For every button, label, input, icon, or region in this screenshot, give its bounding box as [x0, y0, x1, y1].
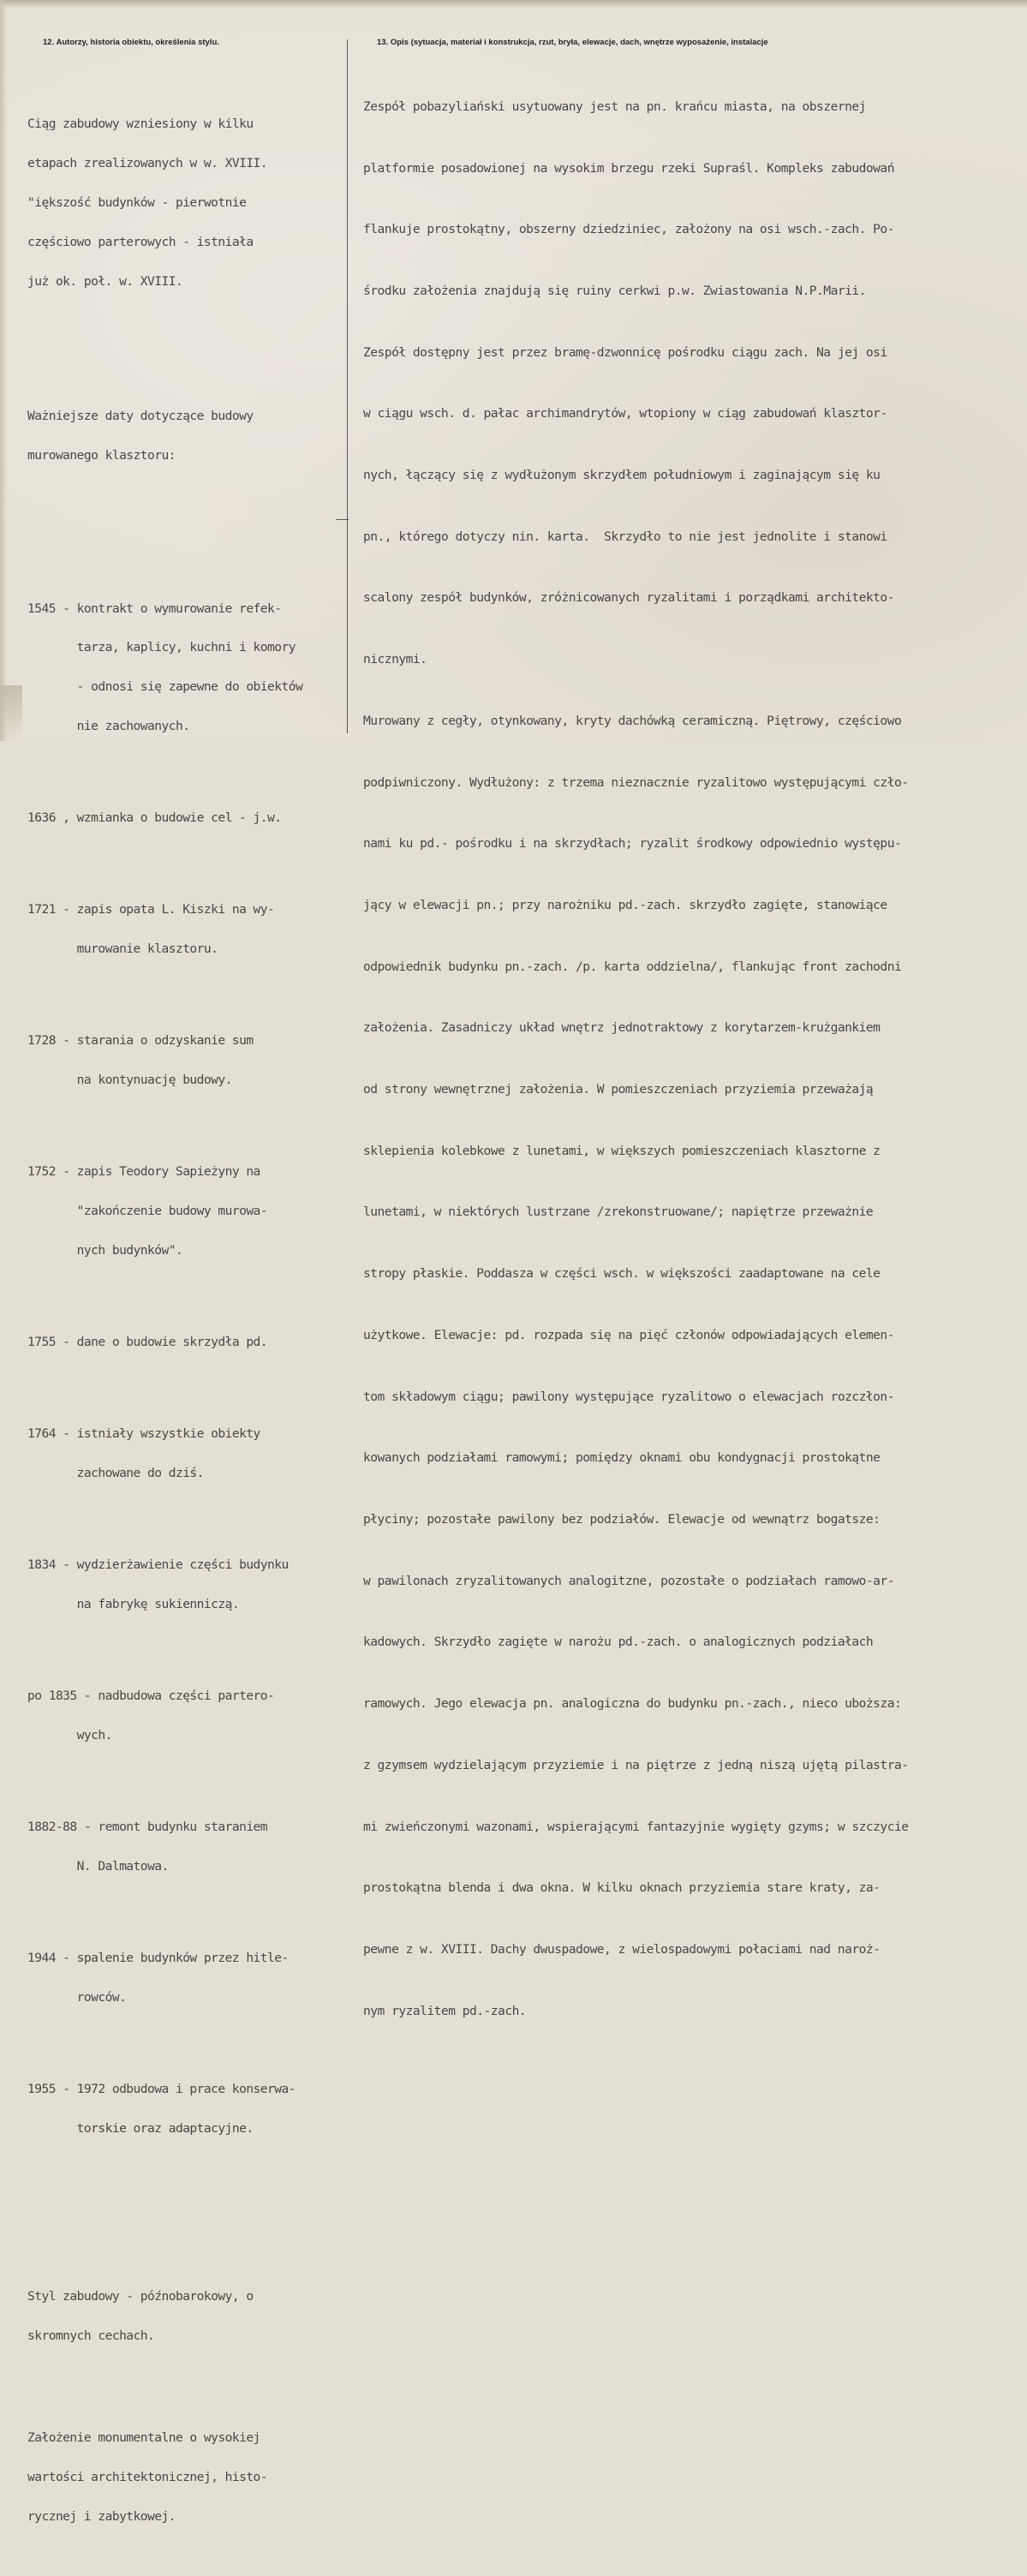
- text-line: nami ku pd.- pośrodku i na skrzydłach; ryzalit środkowy odpowiednio występu-: [363, 836, 902, 852]
- text-line: "zakończenie budowy murowa-: [27, 1204, 268, 1219]
- text-line: podpiwniczony. Wydłużony: z trzema nieznacznie ryzalitowo występującymi czło-: [363, 774, 909, 790]
- date-entry: [27, 1310, 302, 1375]
- text-line: 1752 - zapis Teodory Sapieżyny na: [27, 1164, 260, 1180]
- text-line: Styl zabudowy - późnobarokowy, o: [27, 2289, 254, 2304]
- text-line: Murowany z cegły, otynkowany, kryty dachówką ceramiczną. Piętrowy, częściowo: [363, 713, 902, 728]
- text-line: 1955 - 1972 odbudowa i prace konserwa-: [27, 2082, 296, 2097]
- section-13-header: 13. Opis (sytuacja, materiał i konstrukcja, rzut, bryła, elewacje, dach, wnętrze wyposażenie, instalacje: [377, 38, 768, 47]
- text-line: Zespół dostępny jest przez bramę-dzwonnicę pośrodku ciągu zach. Na jej osi: [363, 344, 887, 360]
- text-line: płyciny; pozostałe pawilony bez podziałów. Elewacje od wewnątrz bogatsze:: [363, 1511, 881, 1527]
- date-entry: [27, 1795, 302, 1899]
- date-entry: [27, 1402, 302, 1506]
- text-line: Ciąg zabudowy wzniesiony w kilku: [27, 117, 254, 132]
- text-line: z gzymsem wydzielającym przyziemie i na piętrze z jedną niszą ujętą pilastra-: [363, 1757, 909, 1772]
- text-line: użytkowe. Elewacje: pd. rozpada się na pięć członów odpowiadających elemen-: [363, 1327, 894, 1342]
- text-line: pn., którego dotyczy nin. karta. Skrzydło to nie jest jednolite i stanowi: [363, 529, 887, 544]
- text-line: flankuje prostokątny, obszerny dziedziniec, założony na osi wsch.-zach. Po-: [363, 222, 894, 237]
- text-line: mi zwieńczonymi wazonami, wspierającymi fantazyjnie wygięty gzyms; w szczycie: [363, 1819, 909, 1834]
- text-line: zachowane do dziś.: [27, 1466, 204, 1481]
- text-line: nych budynków".: [27, 1243, 183, 1258]
- text-line: 1545 - kontrakt o wymurowanie refek-: [27, 601, 282, 616]
- text-line: częściowo parterowych - istniała: [27, 234, 254, 249]
- description-column: [363, 56, 909, 2062]
- column-divider: [347, 39, 348, 733]
- text-line: 1636 , wzmianka o budowie cel - j.w.: [27, 810, 282, 826]
- text-line: platformie posadowionej na wysokim brzegu rzeki Supraśl. Kompleks zabudowań: [363, 160, 894, 176]
- text-line: w pawilonach zryzalitowanych analogitzne, pozostałe o podziałach ramowo-ar-: [363, 1573, 894, 1588]
- text-line: Zespół pobazyliański usytuowany jest na pn. krańcu miasta, na obszernej: [363, 99, 866, 114]
- text-line: lunetami, w niektórych lustrzane /zrekonstruowane/; napiętrze przeważnie: [363, 1204, 874, 1220]
- date-entry: [27, 576, 302, 759]
- text-line: torskie oraz adaptacyjne.: [27, 2121, 254, 2137]
- text-line: 1834 - wydzierżawienie części budynku: [27, 1557, 289, 1573]
- text-line: pewne z w. XVIII. Dachy dwuspadowe, z wielospadowymi połaciami nad naroż-: [363, 1941, 881, 1957]
- text-line: wartości architektonicznej, histo-: [27, 2470, 268, 2485]
- text-line: Założenie monumentalne o wysokiej: [27, 2430, 260, 2446]
- text-line: już ok. poł. w. XVIII.: [27, 273, 183, 289]
- text-line: 1721 - zapis opata L. Kiszki na wy-: [27, 902, 275, 917]
- style-paragraph: [27, 2264, 302, 2369]
- dates-heading: [27, 384, 302, 488]
- text-line: nych, łączący się z wydłużonym skrzydłem południowym i zaginającym się ku: [363, 468, 881, 483]
- text-line: skromnych cechach.: [27, 2328, 155, 2344]
- text-line: wych.: [27, 1728, 112, 1743]
- text-line: po 1835 - nadbudowa części partero-: [27, 1688, 275, 1704]
- date-entry: [27, 2057, 302, 2161]
- date-entry: [27, 786, 302, 851]
- text-line: nie zachowanych.: [27, 719, 190, 734]
- text-line: rowców.: [27, 1990, 127, 2005]
- date-entry: [27, 877, 302, 982]
- text-line: etapach zrealizowanych w w. XVIII.: [27, 156, 268, 171]
- text-line: kadowych. Skrzydło zagięte w narożu pd.-zach. o analogicznych podziałach: [363, 1635, 874, 1650]
- text-line: murowanie klasztoru.: [27, 941, 218, 957]
- date-entry: [27, 1926, 302, 2030]
- text-line: - odnosi się zapewne do obiektów: [27, 679, 303, 695]
- text-line: 1764 - istniały wszystkie obiekty: [27, 1426, 260, 1442]
- text-line: od strony wewnętrznej założenia. W pomieszczeniach przyziemia przeważają: [363, 1082, 874, 1097]
- text-line: kowanych podziałami ramowymi; pomiędzy oknami obu kondygnacji prostokątne: [363, 1450, 881, 1466]
- history-column: [27, 65, 302, 2576]
- text-line: rycznej i zabytkowej.: [27, 2509, 176, 2525]
- text-line: 1755 - dane o budowie skrzydła pd.: [27, 1335, 268, 1350]
- page-edge-shadow: [0, 0, 1027, 9]
- section-12-header: 12. Autorzy, historia obiektu, określenia stylu.: [43, 38, 219, 47]
- value-paragraph: [27, 2406, 302, 2549]
- text-line: 1944 - spalenie budynków przez hitle-: [27, 1951, 289, 1966]
- intro-paragraph: [27, 92, 302, 314]
- text-line: scalony zespół budynków, zróżnicowanych ryzalitami i porządkami architekto-: [363, 590, 894, 606]
- text-line: na fabrykę sukienniczą.: [27, 1597, 240, 1612]
- text-line: Ważniejsze daty dotyczące budowy: [27, 409, 254, 424]
- page-corner-fold: [0, 685, 22, 741]
- text-line: jący w elewacji pn.; przy narożniku pd.-zach. skrzydło zagięte, stanowiące: [363, 897, 887, 912]
- text-line: środku założenia znajdują się ruiny cerkwi p.w. Zwiastowania N.P.Marii.: [363, 283, 866, 298]
- text-line: nicznymi.: [363, 652, 427, 667]
- text-line: odpowiednik budynku pn.-zach. /p. karta oddzielna/, flankując front zachodni: [363, 959, 902, 974]
- date-entry: [27, 1008, 302, 1113]
- text-line: N. Dalmatowa.: [27, 1859, 169, 1874]
- text-line: na kontynuację budowy.: [27, 1073, 232, 1088]
- text-line: tarza, kaplicy, kuchni i komory: [27, 640, 296, 655]
- text-line: założenia. Zasadniczy układ wnętrz jednotraktowy z korytarzem-krużgankiem: [363, 1020, 881, 1036]
- text-line: 1728 - starania o odzyskanie sum: [27, 1033, 254, 1049]
- text-line: sklepienia kolebkowe z lunetami, w większych pomieszczeniach klasztorne z: [363, 1143, 881, 1158]
- text-line: w ciągu wsch. d. pałac archimandrytów, wtopiony w ciąg zabudowań klasztor-: [363, 406, 887, 421]
- date-list: [27, 549, 302, 2187]
- date-entry: [27, 1664, 302, 1768]
- text-line: "iększość budynków - pierwotnie: [27, 194, 247, 210]
- text-line: tom składowym ciągu; pawilony występujące ryzalitowo o elewacjach rozczłon-: [363, 1389, 894, 1404]
- text-line: murowanego klasztoru:: [27, 448, 176, 463]
- text-line: 1882-88 - remont budynku staraniem: [27, 1820, 268, 1835]
- page-left-edge-shadow: [0, 0, 7, 741]
- divider-tick-mark: [336, 519, 349, 520]
- text-line: prostokątna blenda i dwa okna. W kilku oknach przyziemia stare kraty, za-: [363, 1880, 881, 1896]
- text-line: nym ryzalitem pd.-zach.: [363, 2003, 527, 2018]
- date-entry: [27, 1139, 302, 1283]
- text-line: stropy płaskie. Poddasza w części wsch. w większości zaadaptowane na cele: [363, 1266, 881, 1282]
- date-entry: [27, 1533, 302, 1637]
- text-line: ramowych. Jego elewacja pn. analogiczna do budynku pn.-zach., nieco uboższa:: [363, 1696, 902, 1712]
